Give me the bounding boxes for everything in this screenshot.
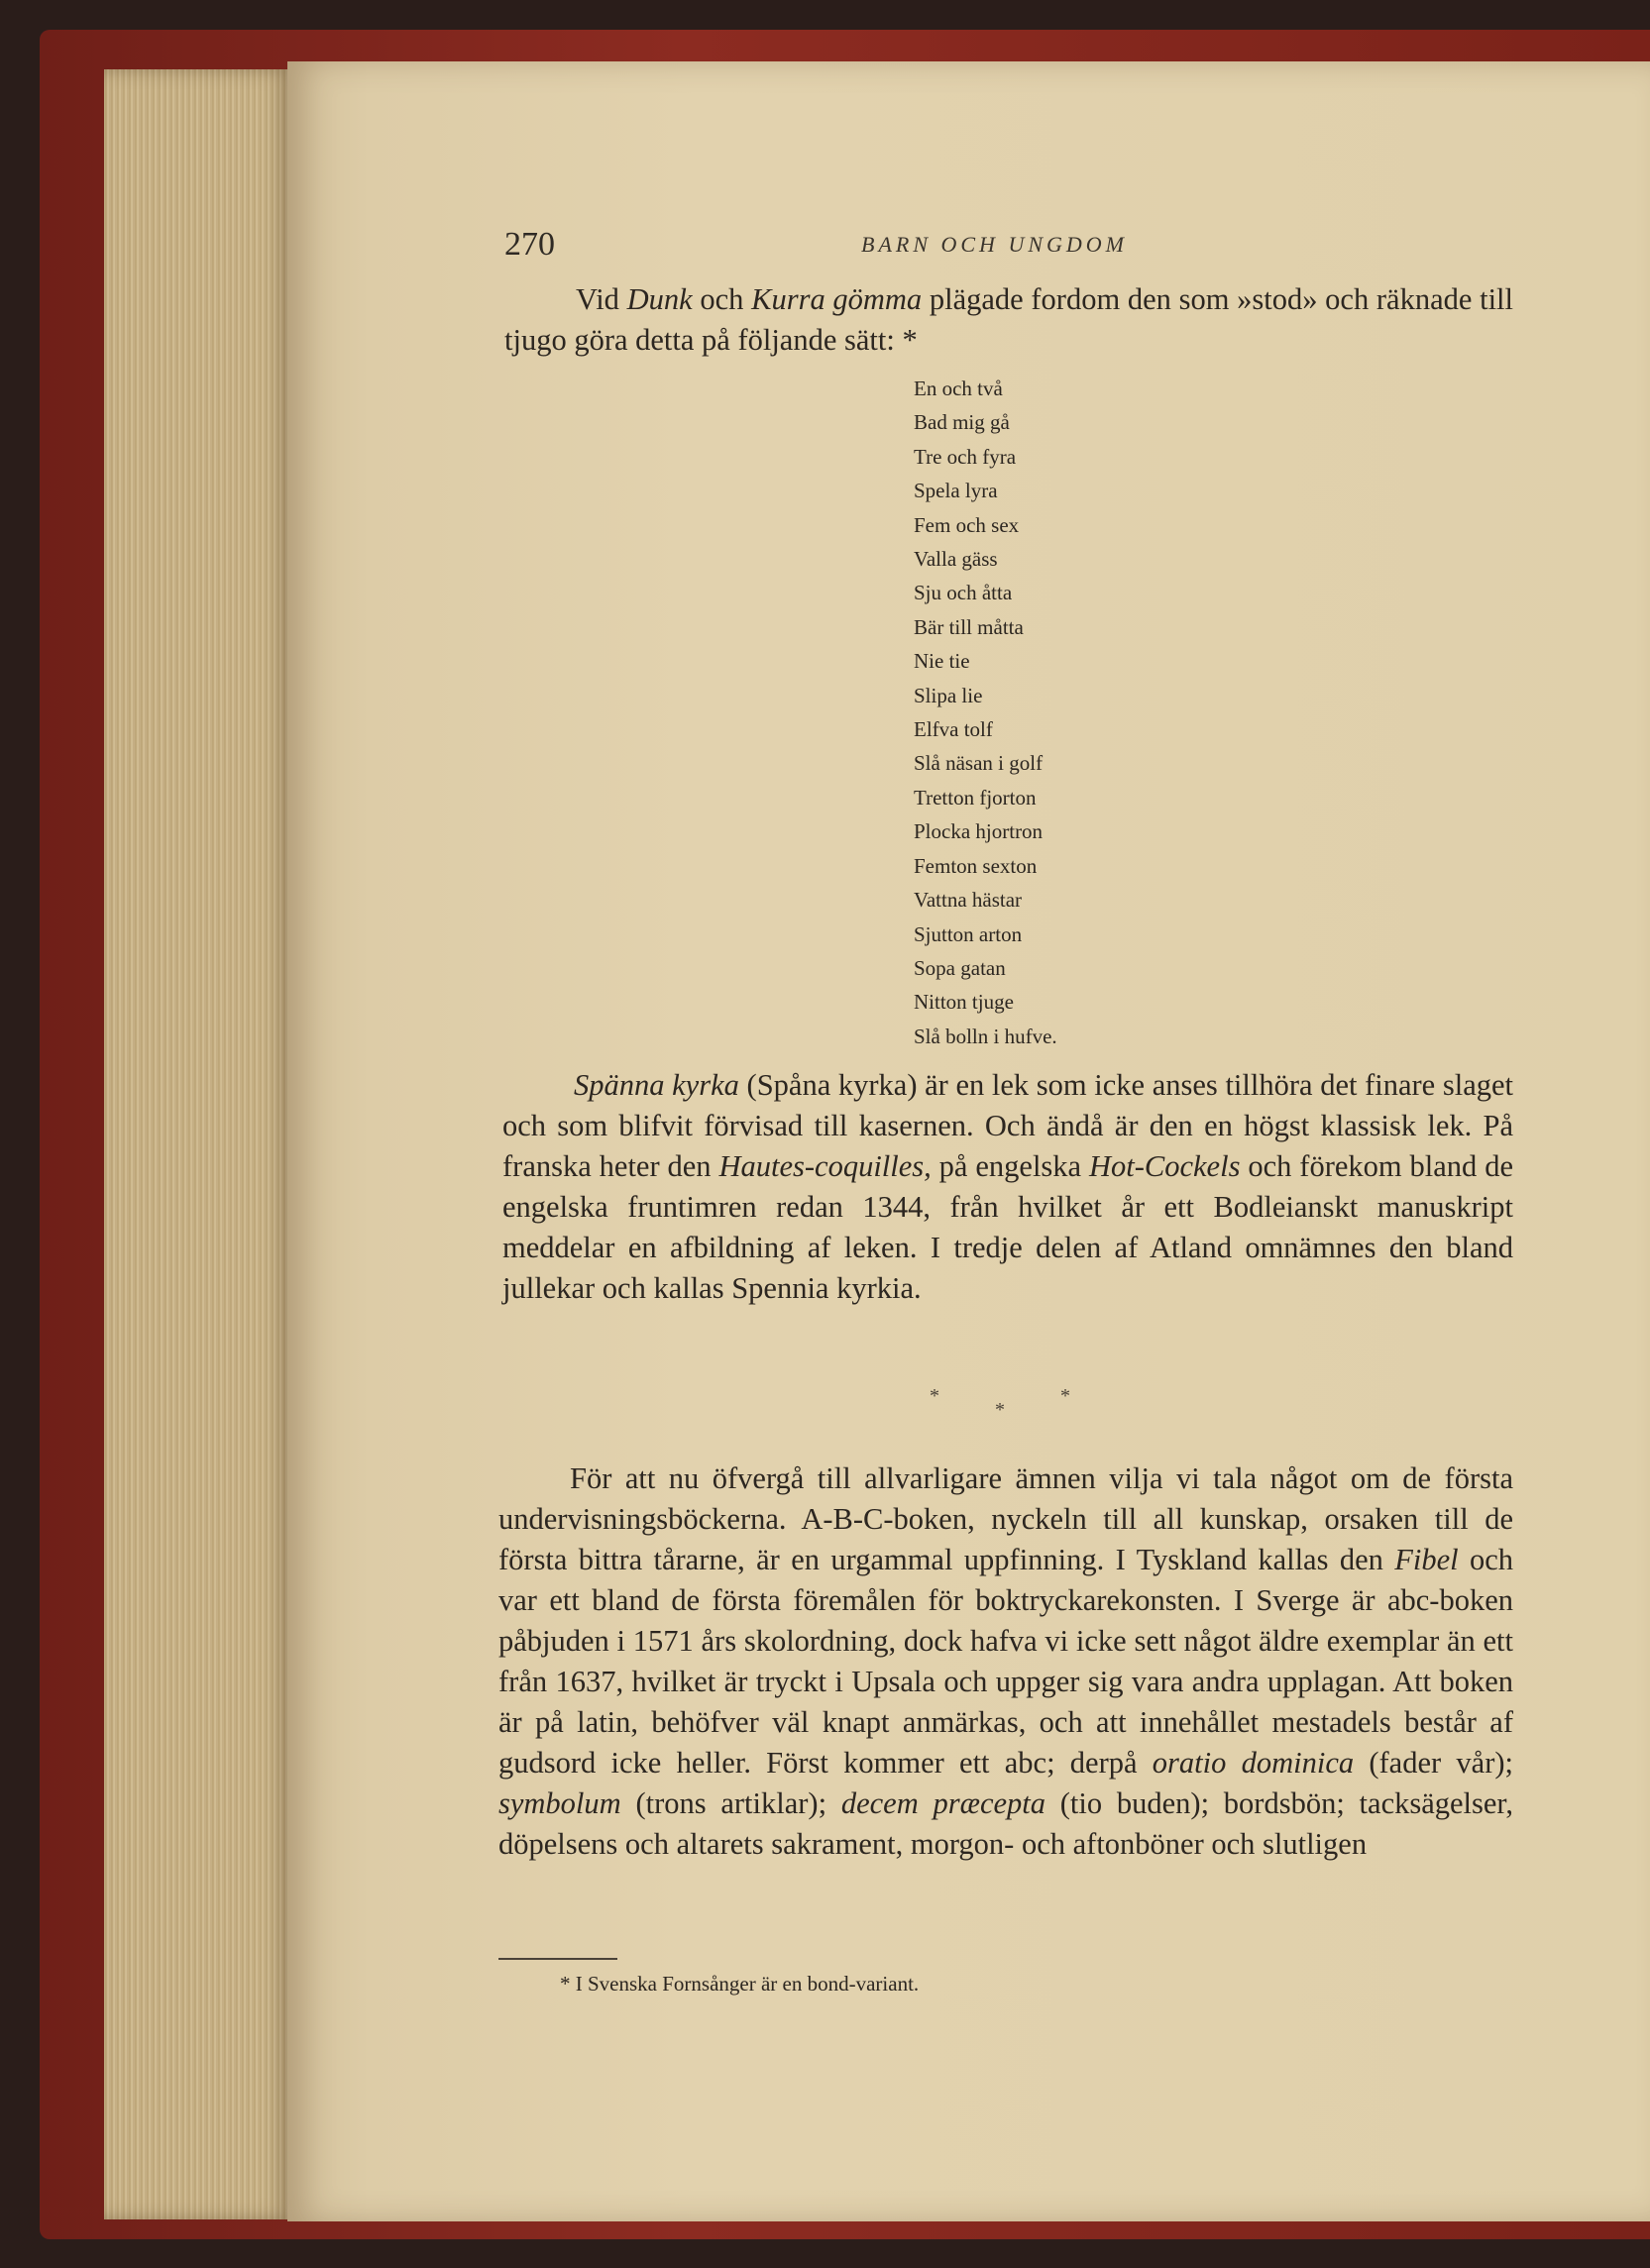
- verse-line: Tre och fyra: [914, 444, 1017, 469]
- italic-term: Fibel: [1394, 1543, 1459, 1576]
- verse-line: Tretton fjorton: [914, 785, 1037, 810]
- italic-term: decem præcepta: [840, 1786, 1045, 1820]
- counting-rhyme: [914, 372, 1211, 1053]
- paragraph-intro: [504, 279, 1513, 361]
- verse-line: Slipa lie: [914, 683, 983, 707]
- text-segment: (fader vår);: [1354, 1746, 1513, 1780]
- running-head: [504, 226, 1515, 266]
- asterisk: *: [1060, 1385, 1070, 1407]
- verse-line: Fem och sex: [914, 512, 1020, 537]
- verse-line: Sopa gatan: [914, 955, 1006, 980]
- italic-term: Hautes-coquilles,: [718, 1149, 932, 1183]
- text-segment: (Spåna kyrka) är en lek som icke anses tillhöra det finare slaget och som blifvit förvisad till kasernen. Och ändå är den en högst klassisk lek. På franska heter den: [502, 1068, 1513, 1183]
- text-segment: För att nu öfvergå till allvarligare ämnen vilja vi tala något om de första undervisningsböckerna. A-B-C-boken, nyckeln till all kunskap, orsaken till de första bittra tårarne, är en urgammal uppfinning. I Tyskland kallas den: [498, 1461, 1513, 1576]
- text-segment: (trons artiklar);: [620, 1786, 841, 1820]
- verse-line: Valla gäss: [914, 547, 998, 572]
- page-number: 270: [504, 226, 555, 263]
- asterisk: *: [930, 1385, 939, 1407]
- text-segment: och var ett bland de första föremålen för boktryckarekonsten. I Sverge är abc-boken påbjuden i 1571 års skolordning, dock hafva vi icke sett något äldre exemplar än ett från 1637, hvilket är tryckt i Upsala och uppger sig vara andra upplagan. Att boken är på latin, behöfver väl knapt anmärkas, och att innehållet mestadels består af gudsord icke heller. Först kommer ett abc; derpå: [498, 1543, 1513, 1780]
- text-segment: och: [692, 282, 752, 316]
- running-title: BARN OCH UNGDOM: [861, 232, 1128, 257]
- verse-line: Slå näsan i golf: [914, 751, 1044, 776]
- verse-line: Elfva tolf: [914, 717, 993, 742]
- verse-line: Sjutton arton: [914, 921, 1023, 946]
- verse-line: Slå bolln i hufve.: [914, 1024, 1057, 1048]
- verse-line: Femton sexton: [914, 853, 1038, 878]
- paragraph-abc-boken: [498, 1458, 1513, 1865]
- paragraph-spanna-kyrka: [502, 1065, 1513, 1309]
- italic-term: Spänna kyrka: [574, 1068, 739, 1102]
- verse-line: Plocka hjortron: [914, 819, 1044, 844]
- section-separator: [922, 1385, 1100, 1445]
- asterisk: *: [995, 1399, 1005, 1421]
- text-segment: plägade fordom den som »stod» och räknade till tjugo göra detta på följande sätt: *: [504, 282, 1513, 357]
- verse-line: En och två: [914, 377, 1003, 400]
- verse-line: Nitton tjuge: [914, 990, 1014, 1015]
- text-segment: Vid: [576, 282, 627, 316]
- italic-term: Dunk: [626, 282, 693, 316]
- footnote-rule: [498, 1958, 617, 1960]
- text-segment: (tio buden); bordsbön; tacksägelser, döpelsens och altarets sakrament, morgon- och aftonböner och slutligen: [498, 1786, 1513, 1861]
- verse-line: Bad mig gå: [914, 410, 1010, 435]
- italic-term: oratio dominica: [1152, 1746, 1355, 1780]
- verse-line: Bär till måtta: [914, 614, 1024, 639]
- page-edges: [104, 69, 292, 2219]
- footnote: * I Svenska Fornsånger är en bond-variant.: [560, 1972, 920, 1996]
- italic-term: symbolum: [498, 1786, 621, 1820]
- italic-term: Hot-Cockels: [1088, 1149, 1241, 1183]
- verse-line: Vattna hästar: [914, 888, 1023, 913]
- verse-line: Spela lyra: [914, 479, 998, 503]
- verse-line: Sju och åtta: [914, 581, 1013, 605]
- text-segment: på engelska: [931, 1149, 1089, 1183]
- italic-term: Kurra gömma: [751, 282, 923, 316]
- text-segment: och förekom bland de engelska fruntimren redan 1344, från hvilket år ett Bodleianskt manuskript meddelar en afbildning af leken. I tredje delen af Atland omnämnes den bland jullekar och kallas Spennia kyrkia.: [502, 1149, 1513, 1305]
- verse-line: Nie tie: [914, 649, 970, 674]
